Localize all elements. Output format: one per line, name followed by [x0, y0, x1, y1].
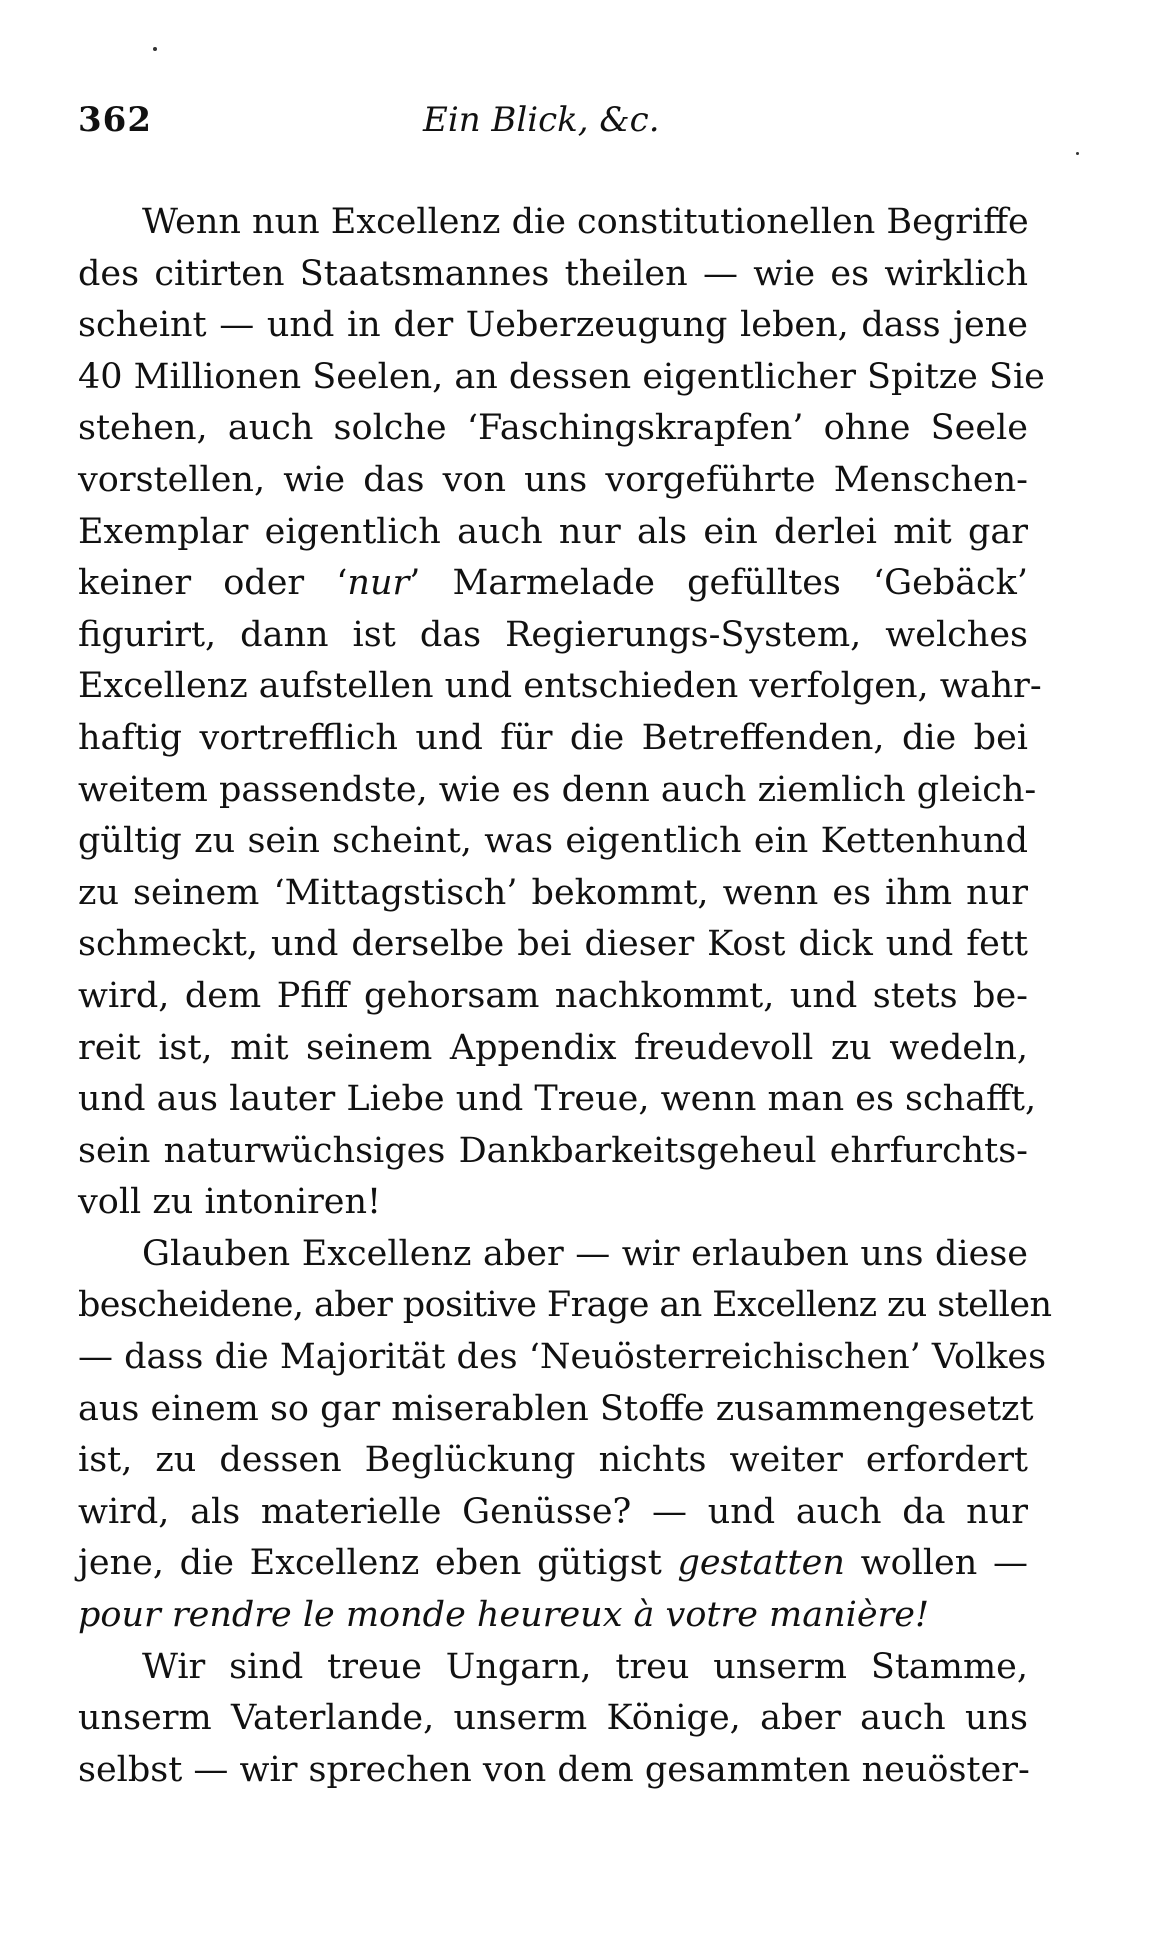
text-line: aus einem so gar miserablen Stoffe zusammengesetzt [78, 1388, 1034, 1429]
text-line: und aus lauter Liebe und Treue, wenn man es schafft, [78, 1079, 1037, 1120]
text-line: voll zu intoniren! [78, 1182, 382, 1223]
text-line: scheint — und in der Ueberzeugung leben, dass jene [78, 305, 1028, 346]
ink-speck [153, 47, 157, 51]
text-run: jene, die Excellenz eben gütigst [78, 1543, 662, 1584]
text-line: stehen, auch solche ‘Faschingskrapfen’ ohne Seele [78, 408, 1028, 449]
text-line: selbst — wir sprechen von dem gesammten neuöster- [78, 1749, 1030, 1790]
italic-word: nur [347, 563, 410, 604]
text-line: vorstellen, wie das von uns vorgeführte Menschen- [78, 459, 1028, 500]
body-text [78, 197, 1052, 1796]
text-line: Wenn nun Excellenz die constitutionellen Begriffe [142, 202, 1029, 242]
text-line [78, 1538, 1028, 1590]
text-line: figurirt, dann ist das Regierungs-System, welches [78, 614, 1028, 655]
page-number: 362 [78, 100, 152, 140]
text-line: weitem passendste, wie es denn auch ziemlich gleich- [78, 769, 1037, 810]
running-title: Ein Blick, &c. [423, 100, 660, 140]
text-line: Glauben Excellenz aber — wir erlauben uns diese [142, 1233, 1028, 1274]
text-line: haftig vortrefflich und für die Betreffenden, die bei [78, 717, 1028, 758]
text-line: Wir sind treue Ungarn, treu unserm Stamme, [142, 1646, 1028, 1687]
text-line: reit ist, mit seinem Appendix freudevoll zu wedeln, [78, 1027, 1028, 1068]
text-line: sein naturwüchsiges Dankbarkeitsgeheul ehrfurchts- [78, 1130, 1028, 1171]
text-line [78, 558, 1028, 610]
text-line: ist, zu dessen Beglückung nichts weiter erfordert [78, 1440, 1028, 1481]
text-line: zu seinem ‘Mittagstisch’ bekommt, wenn es ihm nur [78, 872, 1028, 913]
text-line-italic [78, 1590, 1028, 1642]
text-line: Excellenz aufstellen und entschieden verfolgen, wahr- [78, 666, 1042, 707]
text-line: gültig zu sein scheint, was eigentlich ein Kettenhund [78, 821, 1028, 862]
text-line: bescheidene, aber positive Frage an Excellenz zu stellen [78, 1285, 1052, 1326]
text-line: des citirten Staatsmannes theilen — wie es wirklich [78, 253, 1028, 294]
text-run: wollen — [860, 1543, 1028, 1584]
italic-phrase: pour rendre le monde heureux à votre manière! [78, 1595, 930, 1636]
text-line: wird, dem Pfiff gehorsam nachkommt, und stets be- [78, 975, 1028, 1016]
text-line: unserm Vaterlande, unserm Könige, aber auch uns [78, 1698, 1028, 1739]
text-line: 40 Millionen Seelen, an dessen eigentlicher Spitze Sie [78, 356, 1045, 397]
page-header [78, 100, 1050, 152]
text-line: schmeckt, und derselbe bei dieser Kost dick und fett [78, 924, 1028, 965]
text-run: ’ Marmelade gefülltes ‘Gebäck’ [409, 563, 1028, 604]
ink-speck [1076, 152, 1079, 155]
text-line: wird, als materielle Genüsse? — und auch da nur [78, 1491, 1028, 1532]
italic-word: gestatten [677, 1543, 845, 1584]
text-line: Exemplar eigentlich auch nur als ein derlei mit gar [78, 511, 1028, 552]
text-line: — dass die Majorität des ‘Neuösterreichischen’ Volkes [78, 1337, 1047, 1378]
text-run: keiner oder ‘ [78, 563, 348, 604]
